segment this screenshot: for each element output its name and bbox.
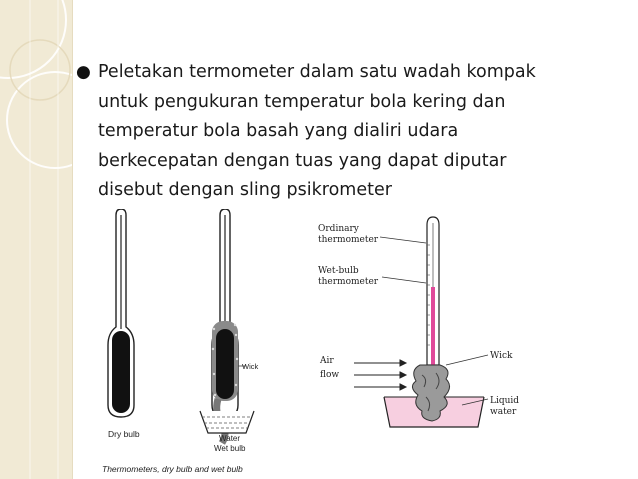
- ordinary-thermometer: [427, 217, 439, 367]
- wet-bulb-label: Wet bulb: [214, 444, 246, 453]
- wetbulb-label-1: Wet-bulb: [318, 266, 359, 276]
- wetbulb-label-2: thermometer: [318, 277, 379, 287]
- bullet-text: Peletakan termometer dalam satu wadah kompak untuk pengukuran temperatur bola kering dan temperatur bola basah yang dialiri udara berkecepatan dengan tuas yang dapat diputar disebut dengan sling psikrometer: [98, 62, 536, 200]
- wick-label-left: Wick: [242, 362, 259, 371]
- dry-bulb-label: Dry bulb: [108, 429, 140, 439]
- dry-bulb-thermometer: [108, 209, 134, 417]
- wick-label-right: Wick: [490, 351, 513, 361]
- air-label: Air: [320, 356, 334, 366]
- dry-wet-bulb-figure: [96, 209, 346, 479]
- ordinary-label-2: thermometer: [318, 235, 379, 245]
- water-label-right: water: [490, 407, 517, 417]
- flow-label: flow: [320, 370, 340, 380]
- bullet-item: [76, 58, 625, 206]
- filled-circle-bullet-icon: ●: [76, 62, 91, 82]
- air-flow-arrows-icon: [354, 360, 406, 390]
- slide-edge-line: [72, 0, 73, 479]
- figure-caption: Thermometers, dry bulb and wet bulb: [102, 464, 243, 474]
- liquid-label: Liquid: [490, 396, 520, 406]
- psychrometer-figure: [312, 215, 542, 435]
- decorative-circles-icon: [0, 0, 72, 479]
- wet-bulb-thermometer: [200, 209, 254, 443]
- ordinary-label-1: Ordinary: [318, 224, 359, 234]
- decorative-side-band: [0, 0, 72, 479]
- water-label-left: Water: [219, 434, 241, 443]
